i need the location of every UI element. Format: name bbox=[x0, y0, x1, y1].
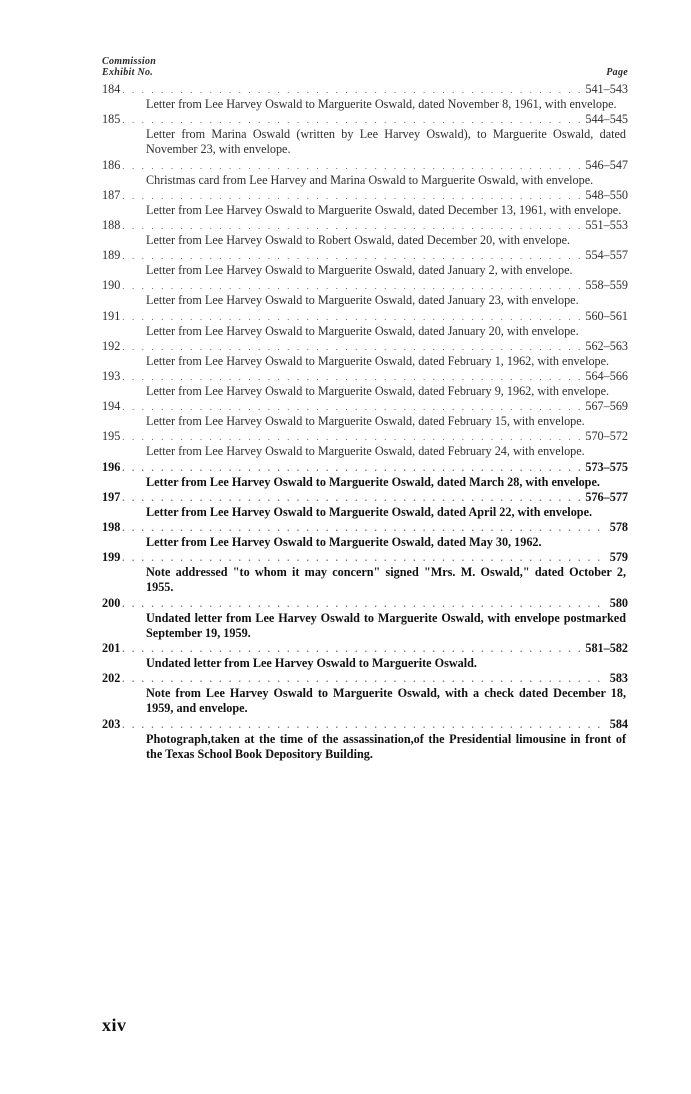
dot-leader bbox=[122, 310, 582, 325]
exhibit-description: Letter from Lee Harvey Oswald to Marguerite Oswald, dated May 30, 1962. bbox=[146, 535, 542, 550]
exhibit-number: 190 bbox=[102, 278, 121, 293]
exhibit-description: Letter from Lee Harvey Oswald to Marguerite Oswald, dated January 23, with envelope. bbox=[146, 293, 579, 308]
exhibit-entry-leader-line bbox=[102, 671, 628, 686]
dot-leader bbox=[122, 521, 606, 536]
exhibit-pages: 578 bbox=[609, 520, 628, 535]
exhibit-number: 184 bbox=[102, 82, 121, 96]
exhibit-description: Undated letter from Lee Harvey Oswald to Marguerite Oswald. bbox=[146, 656, 477, 671]
dot-leader bbox=[122, 430, 582, 445]
exhibit-entry bbox=[102, 550, 628, 595]
exhibit-number: 186 bbox=[102, 157, 121, 172]
exhibit-number: 188 bbox=[102, 218, 121, 233]
exhibit-pages: 573–575 bbox=[585, 459, 628, 474]
exhibit-entry bbox=[102, 399, 628, 429]
dot-leader bbox=[122, 551, 606, 566]
dot-leader bbox=[122, 189, 582, 204]
document-page bbox=[102, 54, 628, 762]
page-number: xiv bbox=[102, 1015, 127, 1035]
exhibit-entry bbox=[102, 369, 628, 399]
exhibit-entry-leader-line bbox=[102, 339, 628, 354]
exhibit-entry bbox=[102, 520, 628, 550]
exhibit-number: 185 bbox=[102, 112, 121, 127]
exhibit-entry-leader-line bbox=[102, 248, 628, 263]
exhibit-pages: 551–553 bbox=[585, 218, 628, 233]
exhibit-entry bbox=[102, 112, 628, 157]
exhibit-label-line2: Exhibit No. bbox=[102, 67, 154, 78]
exhibit-number: 201 bbox=[102, 641, 121, 656]
dot-leader bbox=[122, 672, 606, 687]
exhibit-entry bbox=[102, 309, 628, 339]
exhibit-entry-leader-line bbox=[102, 278, 628, 293]
exhibit-entry-leader-line bbox=[102, 369, 628, 384]
exhibit-pages: 579 bbox=[609, 550, 628, 565]
exhibit-column-label bbox=[102, 56, 156, 78]
exhibit-number: 202 bbox=[102, 671, 121, 686]
exhibit-description: Photograph,taken at the time of the assassination,of the Presidential limousine in front of the Texas School Book Depository Building. bbox=[146, 731, 626, 761]
exhibit-entry bbox=[102, 429, 628, 459]
exhibit-entry-leader-line bbox=[102, 309, 628, 324]
exhibit-entry bbox=[102, 460, 628, 490]
page-column-label: Page bbox=[606, 67, 628, 78]
exhibit-entry-leader-line bbox=[102, 218, 628, 233]
exhibit-entry bbox=[102, 188, 628, 218]
exhibit-description: Letter from Lee Harvey Oswald to Marguerite Oswald, dated February 15, with envelope. bbox=[146, 414, 585, 429]
exhibit-number: 187 bbox=[102, 187, 121, 202]
exhibit-pages: 570–572 bbox=[585, 429, 628, 444]
dot-leader bbox=[122, 113, 582, 128]
dot-leader bbox=[122, 370, 582, 385]
exhibit-description: Undated letter from Lee Harvey Oswald to Marguerite Oswald, with envelope postmarked September 19, 1959. bbox=[146, 610, 626, 640]
exhibit-entry bbox=[102, 248, 628, 278]
exhibit-entry-leader-line bbox=[102, 490, 628, 505]
exhibit-pages: 581–582 bbox=[585, 641, 628, 656]
dot-leader bbox=[122, 597, 606, 612]
exhibit-pages: 576–577 bbox=[585, 489, 628, 504]
exhibit-pages: 546–547 bbox=[585, 157, 628, 172]
exhibit-pages: 567–569 bbox=[585, 399, 628, 414]
exhibit-number: 195 bbox=[102, 429, 121, 444]
exhibit-description: Letter from Lee Harvey Oswald to Robert Oswald, dated December 20, with envelope. bbox=[146, 233, 571, 248]
exhibit-description: Letter from Lee Harvey Oswald to Marguerite Oswald, dated November 8, 1961, with envelope. bbox=[146, 97, 617, 111]
exhibit-description: Letter from Lee Harvey Oswald to Marguerite Oswald, dated January 2, with envelope. bbox=[146, 263, 573, 278]
dot-leader bbox=[122, 249, 582, 264]
exhibit-pages: 564–566 bbox=[585, 369, 628, 384]
exhibit-entry-leader-line bbox=[102, 520, 628, 535]
exhibit-entry bbox=[102, 671, 628, 716]
exhibit-entry bbox=[102, 596, 628, 641]
exhibit-number: 203 bbox=[102, 716, 121, 731]
exhibit-entry-leader-line bbox=[102, 188, 628, 203]
dot-leader bbox=[122, 83, 582, 98]
exhibit-entry-leader-line bbox=[102, 429, 628, 444]
exhibit-entry bbox=[102, 158, 628, 188]
exhibit-description: Letter from Lee Harvey Oswald to Marguerite Oswald, dated March 28, with envelope. bbox=[146, 474, 600, 489]
exhibit-list bbox=[102, 82, 628, 762]
exhibit-number: 197 bbox=[102, 489, 121, 504]
exhibit-pages: 541–543 bbox=[585, 82, 628, 96]
exhibit-pages: 554–557 bbox=[585, 248, 628, 263]
exhibit-number: 198 bbox=[102, 520, 121, 535]
dot-leader bbox=[122, 491, 582, 506]
exhibit-entry-leader-line bbox=[102, 596, 628, 611]
exhibit-label-line1: Commission bbox=[102, 56, 157, 67]
exhibit-number: 192 bbox=[102, 338, 121, 353]
exhibit-pages: 580 bbox=[609, 595, 628, 610]
exhibit-entry bbox=[102, 717, 628, 762]
exhibit-entry-leader-line bbox=[102, 460, 628, 475]
exhibit-description: Letter from Lee Harvey Oswald to Marguerite Oswald, dated February 24, with envelope. bbox=[146, 444, 585, 459]
exhibit-description: Letter from Lee Harvey Oswald to Marguerite Oswald, dated January 20, with envelope. bbox=[146, 323, 579, 338]
exhibit-description: Letter from Lee Harvey Oswald to Marguerite Oswald, dated February 9, 1962, with envelope. bbox=[146, 384, 610, 399]
exhibit-description: Letter from Lee Harvey Oswald to Marguerite Oswald, dated April 22, with envelope. bbox=[146, 504, 593, 519]
exhibit-pages: 584 bbox=[609, 716, 628, 731]
exhibit-description: Letter from Marina Oswald (written by Lee Harvey Oswald), to Marguerite Oswald, dated November 23, with envelope. bbox=[146, 127, 626, 157]
exhibit-entry-leader-line bbox=[102, 717, 628, 732]
exhibit-description: Note addressed "to whom it may concern" signed "Mrs. M. Oswald," dated October 2, 1955. bbox=[146, 565, 626, 595]
exhibit-entry bbox=[102, 278, 628, 308]
exhibit-pages: 583 bbox=[609, 671, 628, 686]
exhibit-number: 191 bbox=[102, 308, 121, 323]
exhibit-pages: 544–545 bbox=[585, 112, 628, 127]
exhibit-entry-leader-line bbox=[102, 158, 628, 173]
exhibit-entry-leader-line bbox=[102, 112, 628, 127]
exhibit-entry bbox=[102, 339, 628, 369]
dot-leader bbox=[122, 642, 582, 657]
exhibit-entry-leader-line bbox=[102, 399, 628, 414]
exhibit-description: Letter from Lee Harvey Oswald to Marguerite Oswald, dated February 1, 1962, with envelope. bbox=[146, 353, 610, 368]
exhibit-number: 189 bbox=[102, 248, 121, 263]
exhibit-number: 199 bbox=[102, 550, 121, 565]
exhibit-number: 193 bbox=[102, 369, 121, 384]
dot-leader bbox=[122, 219, 582, 234]
exhibit-entry bbox=[102, 218, 628, 248]
exhibit-entry-leader-line bbox=[102, 82, 628, 97]
column-header bbox=[102, 54, 628, 82]
dot-leader bbox=[122, 718, 606, 733]
dot-leader bbox=[122, 159, 582, 174]
exhibit-pages: 558–559 bbox=[585, 278, 628, 293]
exhibit-description: Note from Lee Harvey Oswald to Marguerite Oswald, with a check dated December 18, 1959, and envelope. bbox=[146, 686, 626, 716]
exhibit-pages: 562–563 bbox=[585, 338, 628, 353]
exhibit-entry bbox=[102, 490, 628, 520]
exhibit-number: 196 bbox=[102, 459, 121, 474]
exhibit-pages: 560–561 bbox=[585, 308, 628, 323]
exhibit-entry bbox=[102, 82, 628, 112]
dot-leader bbox=[122, 340, 582, 355]
exhibit-entry bbox=[102, 641, 628, 671]
exhibit-number: 200 bbox=[102, 595, 121, 610]
dot-leader bbox=[122, 400, 582, 415]
dot-leader bbox=[122, 461, 582, 476]
exhibit-pages: 548–550 bbox=[585, 187, 628, 202]
exhibit-entry-leader-line bbox=[102, 641, 628, 656]
dot-leader bbox=[122, 279, 582, 294]
exhibit-description: Letter from Lee Harvey Oswald to Marguerite Oswald, dated December 13, 1961, with envelope. bbox=[146, 202, 622, 217]
exhibit-description: Christmas card from Lee Harvey and Marina Oswald to Marguerite Oswald, with envelope. bbox=[146, 172, 594, 187]
exhibit-number: 194 bbox=[102, 399, 121, 414]
exhibit-entry-leader-line bbox=[102, 550, 628, 565]
